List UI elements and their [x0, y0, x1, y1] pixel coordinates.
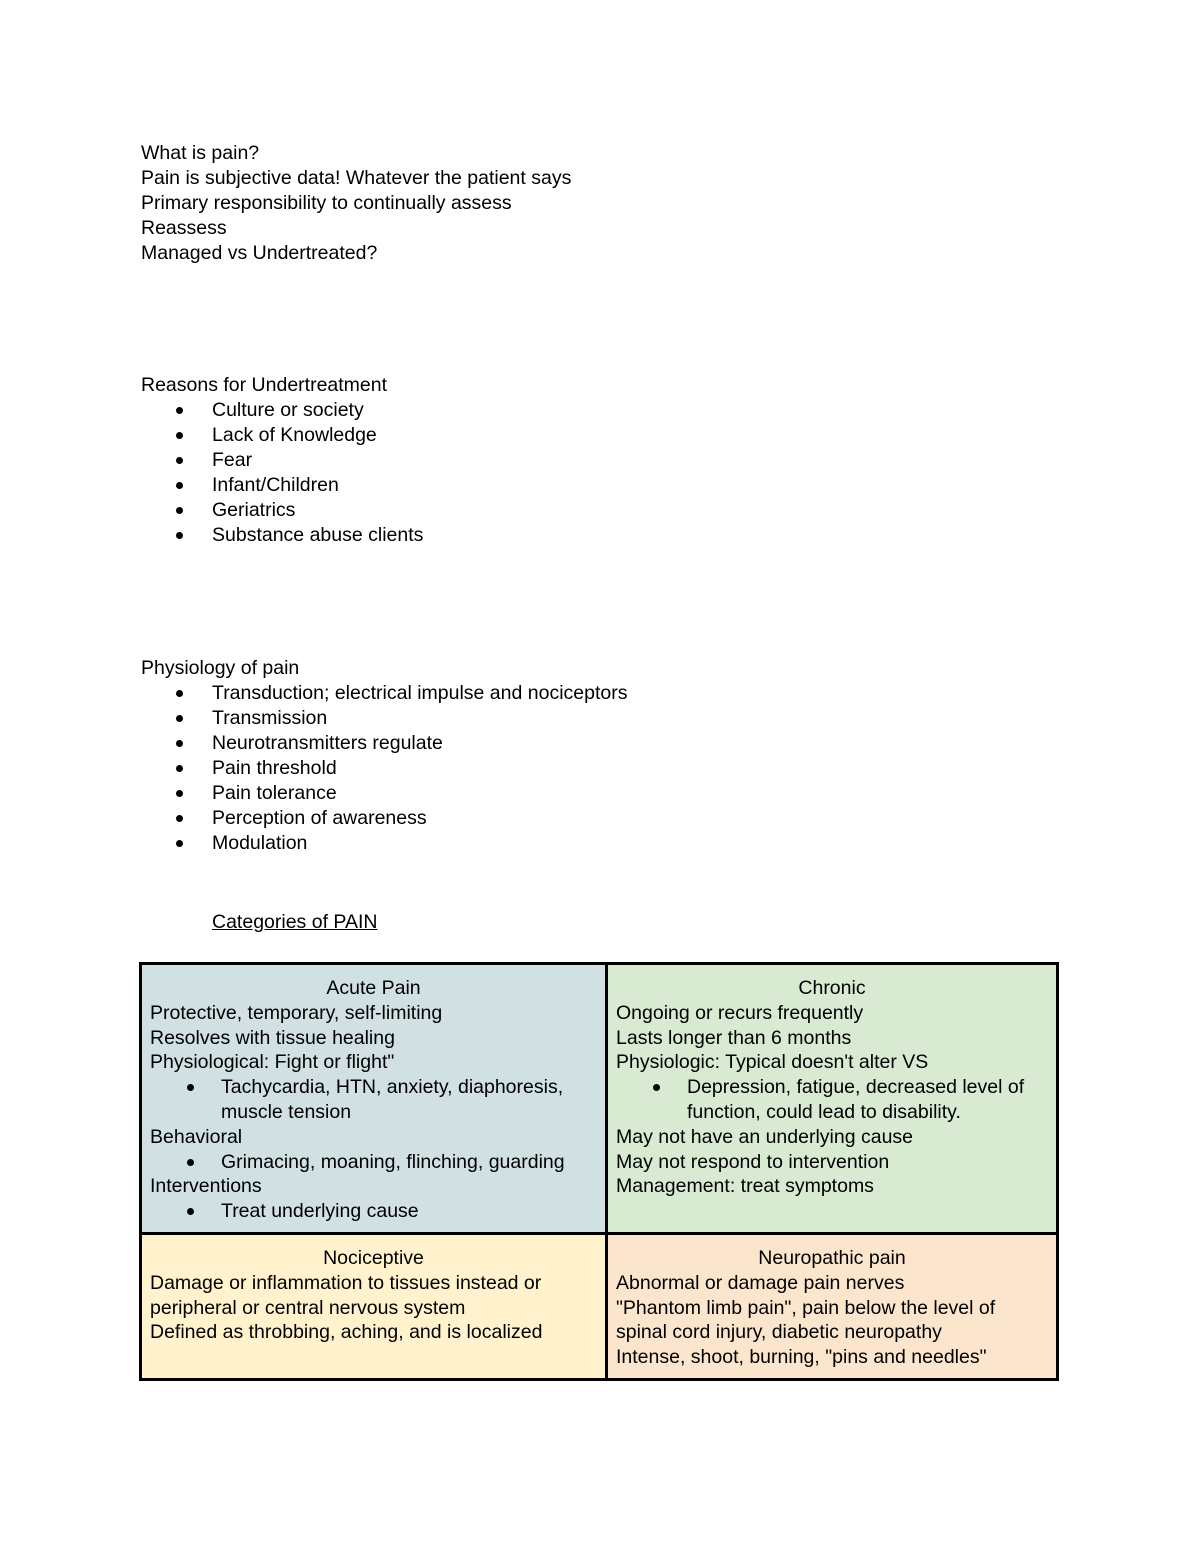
list-item: Treat underlying cause — [150, 1199, 597, 1224]
list-item: Grimacing, moaning, flinching, guarding — [150, 1150, 597, 1175]
list-item: Lack of Knowledge — [141, 423, 423, 448]
chronic-line: May not have an underlying cause — [616, 1125, 914, 1148]
acute-pain-cell — [141, 964, 607, 1234]
intro-section — [141, 141, 571, 266]
acute-physiological-list — [150, 1075, 597, 1125]
list-item: Depression, fatigue, decreased level of function, could lead to disability. — [616, 1075, 1048, 1125]
physiology-heading: Physiology of pain — [141, 657, 300, 679]
chronic-line: Ongoing or recurs frequently — [616, 1001, 864, 1024]
nociceptive-line: Damage or inflammation to tissues instead or peripheral or central nervous system — [150, 1271, 542, 1319]
list-item: Fear — [141, 448, 423, 473]
neuropathic-heading: Neuropathic pain — [758, 1246, 906, 1269]
list-item: Modulation — [141, 831, 627, 856]
undertreatment-list — [141, 398, 423, 548]
list-item: Tachycardia, HTN, anxiety, diaphoresis, muscle tension — [150, 1075, 597, 1125]
chronic-heading: Chronic — [798, 977, 866, 999]
nociceptive-cell — [141, 1233, 607, 1379]
nociceptive-heading: Nociceptive — [323, 1246, 424, 1269]
chronic-physiologic-list — [616, 1075, 1048, 1125]
list-item: Neurotransmitters regulate — [141, 731, 627, 756]
list-item: Pain tolerance — [141, 781, 627, 806]
undertreatment-heading: Reasons for Undertreatment — [141, 374, 388, 396]
nociceptive-line: Defined as throbbing, aching, and is localized — [150, 1321, 543, 1344]
intro-line-responsibility: Primary responsibility to continually assess — [141, 192, 512, 214]
chronic-pain-cell — [607, 964, 1058, 1234]
neuropathic-line: "Phantom limb pain", pain below the level of spinal cord injury, diabetic neuropathy — [616, 1296, 996, 1344]
acute-interventions-list — [150, 1199, 597, 1224]
chronic-line: Management: treat symptoms — [616, 1175, 874, 1198]
list-item: Transmission — [141, 706, 627, 731]
acute-behavioral-label: Behavioral — [150, 1125, 243, 1148]
table-row — [141, 964, 1058, 1234]
acute-interventions-label: Interventions — [150, 1175, 262, 1198]
list-item: Culture or society — [141, 398, 423, 423]
table-row — [141, 1233, 1058, 1379]
list-item: Substance abuse clients — [141, 523, 423, 548]
acute-line: Protective, temporary, self-limiting — [150, 1001, 443, 1024]
acute-line: Resolves with tissue healing — [150, 1026, 395, 1049]
physiology-section — [141, 656, 627, 856]
neuropathic-line: Abnormal or damage pain nerves — [616, 1271, 905, 1294]
pain-categories-table — [139, 962, 1059, 1381]
intro-line-reassess: Reassess — [141, 217, 227, 239]
undertreatment-section — [141, 373, 423, 548]
list-item: Transduction; electrical impulse and nociceptors — [141, 681, 627, 706]
intro-line-managed: Managed vs Undertreated? — [141, 242, 378, 264]
intro-line-what-is-pain: What is pain? — [141, 142, 260, 164]
neuropathic-line: Intense, shoot, burning, "pins and needles" — [616, 1346, 987, 1369]
list-item: Perception of awareness — [141, 806, 627, 831]
neuropathic-cell — [607, 1233, 1058, 1379]
intro-line-subjective: Pain is subjective data! Whatever the patient says — [141, 167, 572, 189]
acute-line: Physiological: Fight or flight" — [150, 1051, 395, 1074]
list-item: Pain threshold — [141, 756, 627, 781]
chronic-line: May not respond to intervention — [616, 1150, 890, 1173]
categories-title: Categories of PAIN — [212, 911, 378, 933]
acute-behavioral-list — [150, 1150, 597, 1175]
list-item: Infant/Children — [141, 473, 423, 498]
list-item: Geriatrics — [141, 498, 423, 523]
physiology-list — [141, 681, 627, 856]
chronic-line: Lasts longer than 6 months — [616, 1026, 852, 1049]
acute-pain-heading: Acute Pain — [326, 977, 421, 999]
chronic-line: Physiologic: Typical doesn't alter VS — [616, 1051, 929, 1074]
